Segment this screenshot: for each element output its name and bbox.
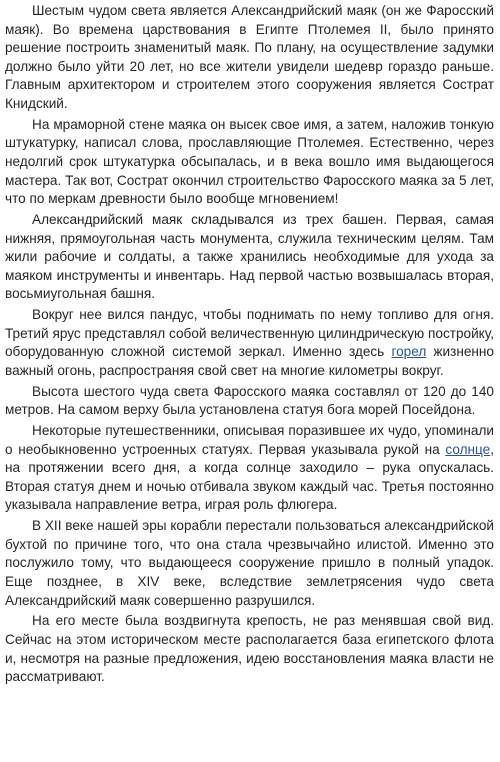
paragraph-text: Александрийский маяк складывался из трех башен. Первая, самая нижняя, прямоугольная часть монумента, служила техническим целям. Там жили рабочие и солдаты, а также хранились необходимые для ухода за маяком инструменты и инвентарь. Над первой частью возвышалась вторая, восьмиугольная башня. <box>5 211 494 302</box>
paragraph-text: В XII веке нашей эры корабли перестали пользоваться александрийской бухтой по причине того, что она стала чрезвычайно илистой. Именно это послужило тому, что выдающееся сооружение пришло в полный упадок. Еще позднее, в XIV веке, вследствие землетрясения чудо света Александрийский маяк совершенно разрушился. <box>5 518 494 608</box>
paragraph-6 <box>5 422 494 515</box>
paragraph-text: Шестым чудом света является Александрийский маяк (он же Фаросский маяк). Во времена царствования в Египте Птолемея II, было принято решение построить знаменитый маяк. По плану, на осуществление задумки должно было уйти 20 лет, но все жители увидели шедевр гораздо раньше. Главным архитектором и строителем этого сооружения является Сострат Книдский. <box>5 3 494 111</box>
inline-link[interactable]: горел <box>391 344 427 360</box>
paragraph-2 <box>5 116 494 209</box>
paragraph-text: жизненно важный огонь, распространяя свой свет на многие километры вокруг. <box>5 344 494 378</box>
paragraph-3 <box>5 211 494 304</box>
paragraph-5 <box>5 383 494 420</box>
paragraph-text: Высота шестого чуда света Фаросского маяка составлял от 120 до 140 метров. На самом верху была установлена статуя бога морей Посейдона. <box>5 383 494 418</box>
paragraph-text: , на протяжении всего дня, а когда солнце заходило – рука опускалась. Вторая статуя днем и ночью отбивала звуком каждый час. Третья постоянно указывала направление ветра, играя роль флюгера. <box>5 441 494 513</box>
paragraph-text: Некоторые путешественники, описывая поразившее их чудо, упоминали о необыкновенно устроенных статуях. Первая указывала рукой на <box>5 423 494 457</box>
paragraph-4 <box>5 306 494 380</box>
paragraph-8 <box>5 612 494 686</box>
paragraph-1 <box>5 2 494 114</box>
inline-link[interactable]: солнце <box>445 441 491 457</box>
article-body <box>5 2 494 687</box>
paragraph-text: На его месте была воздвигнута крепость, не раз менявшая свой вид. Сейчас на этом историческом месте располагается база египетского флота и, несмотря на разные предложения, идею восстановления маяка власти не рассматривают. <box>5 613 494 685</box>
paragraph-text: Вокруг нее вился пандус, чтобы поднимать по нему топливо для огня. Третий ярус представлял собой величественную цилиндрическую постройку, оборудованную сложной системой зеркал. Именно здесь <box>5 307 494 360</box>
paragraph-7 <box>5 517 494 610</box>
paragraph-text: На мраморной стене маяка он высек свое имя, а затем, наложив тонкую штукатурку, написал слова, прославляющие Птолемея. Естественно, через недолгий срок штукатурка обсыпалась, и в века вошло имя выдающегося мастера. Так вот, Сострат окончил строительство Фаросского маяка за 5 лет, что по меркам древности было вообще мгновением! <box>5 116 494 207</box>
